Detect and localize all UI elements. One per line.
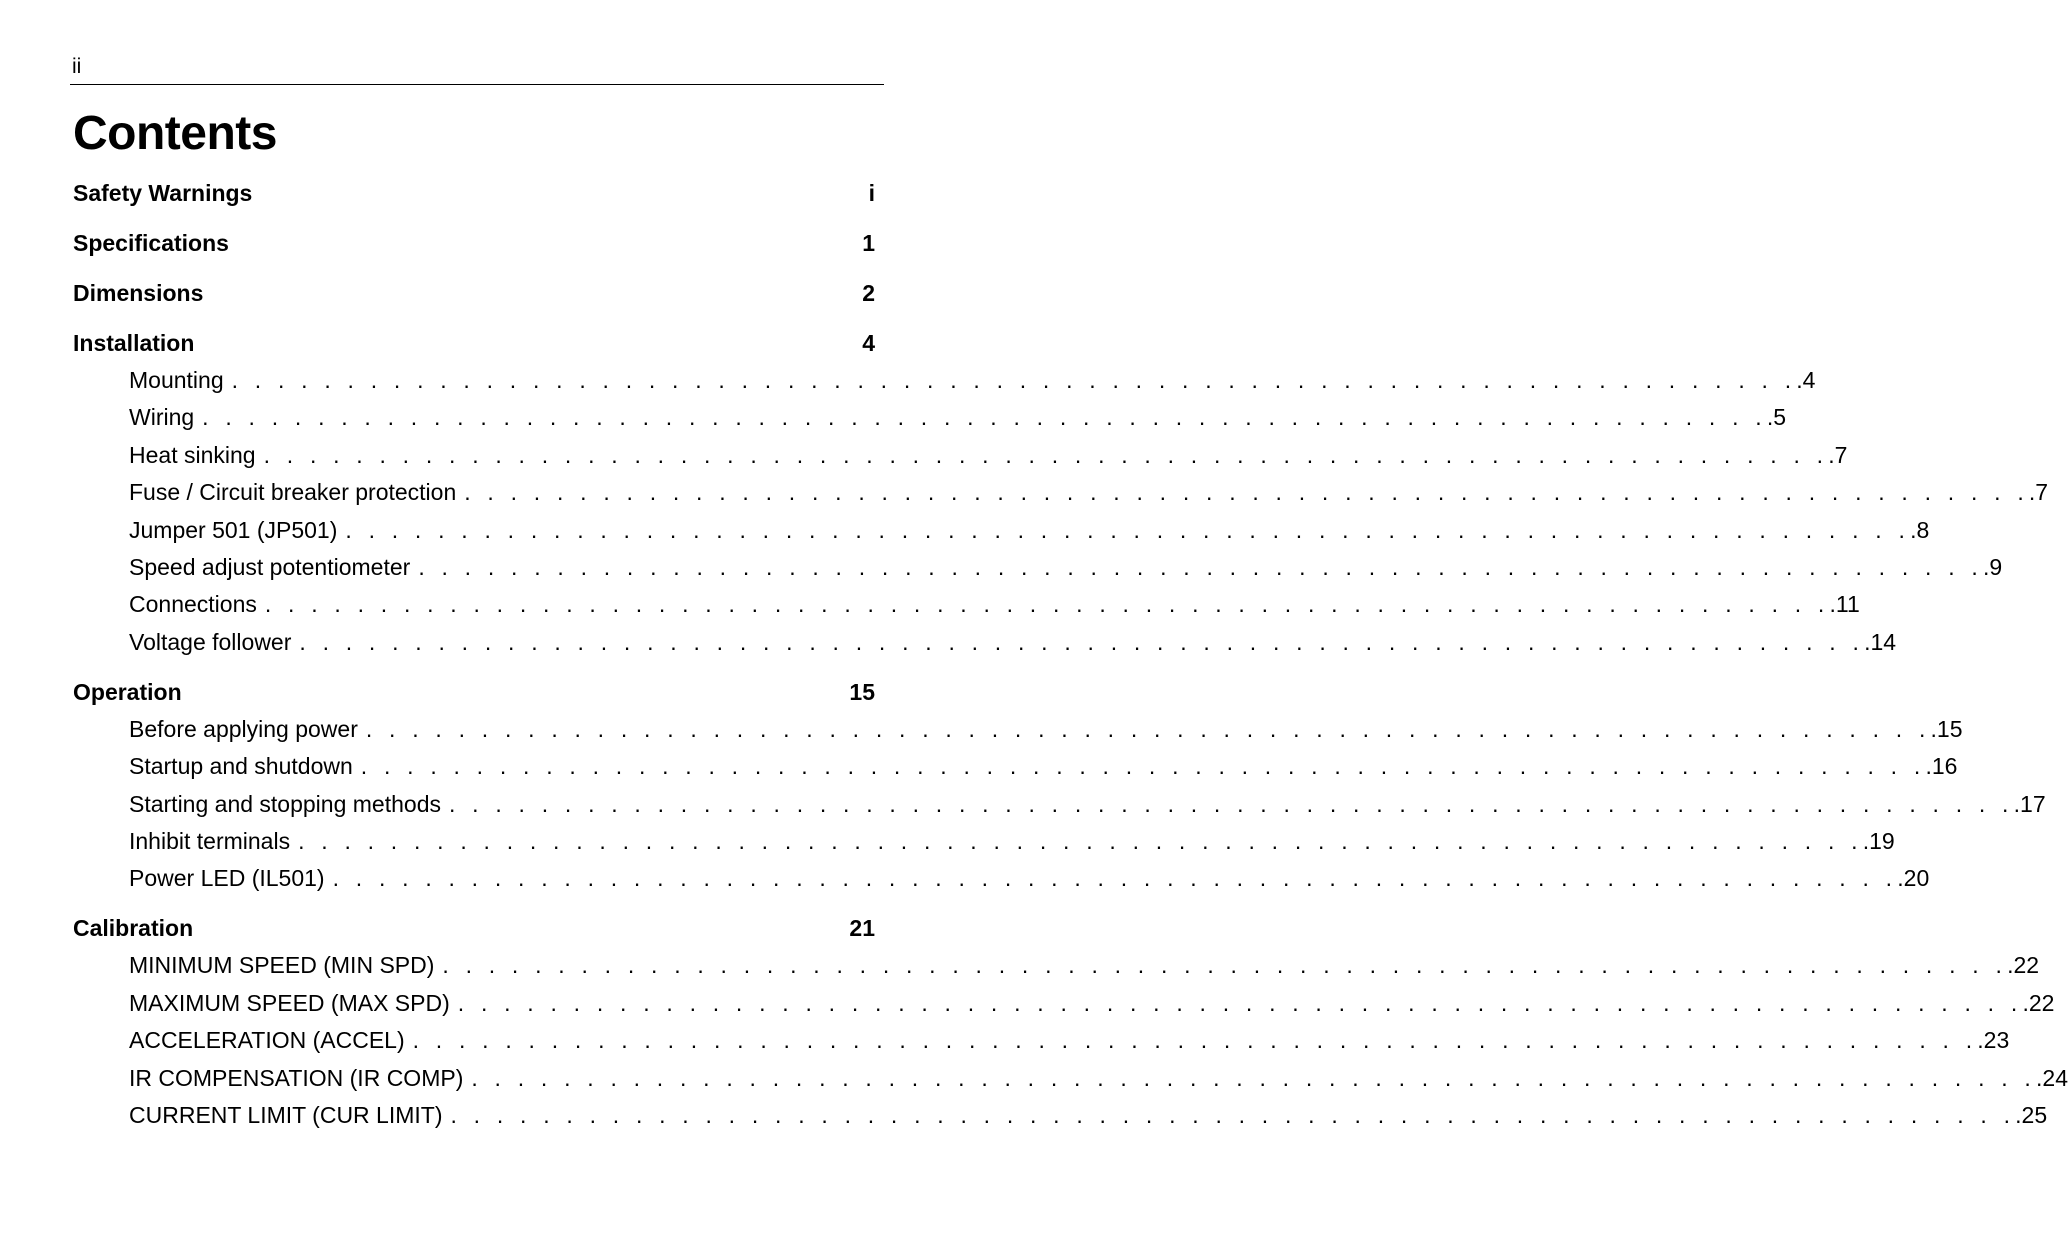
toc-entry-label: Before applying power (129, 715, 358, 742)
toc-entry[interactable] (129, 864, 1930, 892)
toc-entry-page: .17 (2013, 790, 2046, 817)
leader-dots: . . . . . . . . . . . . . . . . . . . . . . . . . . . . . . . . . . . . . . . . . . . . . . . . . . . . . . . . . . . . . . . . . . . . (299, 628, 1865, 655)
toc-section-page: i (868, 180, 875, 206)
toc-entry-page: .22 (2007, 952, 2040, 979)
toc-entry-label: Startup and shutdown (129, 753, 353, 780)
leader-dots: . . . . . . . . . . . . . . . . . . . . . . . . . . . . . . . . . . . . . . . . . . . . . . . . . . . . . . . . . . . . . . . . . . . . (202, 404, 1767, 431)
toc-entry-page: .4 (1796, 367, 1816, 393)
leader-dots: . . . . . . . . . . . . . . . . . . . . . . . . . . . . . . . . . . . . . . . . . . . . . . . . . . . . . . . . . . . . . . . . . . . . (231, 367, 1797, 393)
toc-section[interactable] (73, 229, 875, 257)
toc-entry[interactable] (129, 628, 1897, 656)
toc-section-page: 2 (862, 280, 875, 306)
leader-dots: . . . . . . . . . . . . . . . . . . . . . . . . . . . . . . . . . . . . . . . . . . . . . . . . . . . . . . . . . . . . . . . . . . . . (418, 554, 1983, 580)
toc-section[interactable] (73, 329, 875, 357)
toc-section[interactable] (73, 279, 875, 307)
toc-entry[interactable] (129, 989, 2055, 1017)
toc-entry-page: .24 (2036, 1064, 2068, 1091)
leader-dots: . . . . . . . . . . . . . . . . . . . . . . . . . . . . . . . . . . . . . . . . . . . . . . . . . . . . . . . . . . . . . . . . . . . . (298, 828, 1863, 854)
leader-dots: . . . . . . . . . . . . . . . . . . . . . . . . . . . . . . . . . . . . . . . . . . . . . . . . . . . . . . . . . . . . . . . . . . . . (450, 1102, 2016, 1128)
toc-entry[interactable] (129, 590, 1860, 618)
leader-dots: . . . . . . . . . . . . . . . . . . . . . . . . . . . . . . . . . . . . . . . . . . . . . . . . . . . . . . . . . . . . . . . . . . . . (365, 715, 1931, 742)
toc-entry-label: IR COMPENSATION (IR COMP) (129, 1064, 464, 1091)
toc-entry[interactable] (129, 1064, 2068, 1092)
toc-entry-label: Speed adjust potentiometer (129, 554, 411, 580)
toc-entry[interactable] (129, 1026, 2010, 1054)
toc-entry-label: Starting and stopping methods (129, 790, 441, 817)
toc-entry-label: MINIMUM SPEED (MIN SPD) (129, 952, 435, 979)
leader-dots: . . . . . . . . . . . . . . . . . . . . . . . . . . . . . . . . . . . . . . . . . . . . . . . . . . . . . . . . . . . . . . . . . . . . (442, 952, 2008, 979)
leader-dots: . . . . . . . . . . . . . . . . . . . . . . . . . . . . . . . . . . . . . . . . . . . . . . . . . . . . . . . . . . . . . . . . . . . . (360, 753, 1926, 780)
toc-entry-page: .23 (1977, 1027, 2010, 1054)
toc-entry-label: CURRENT LIMIT (CUR LIMIT) (129, 1102, 443, 1128)
leader-dots: . . . . . . . . . . . . . . . . . . . . . . . . . . . . . . . . . . . . . . . . . . . . . . . . . . . . . . . . . . . . . . . . . . . . (457, 989, 2023, 1016)
toc-entry[interactable] (129, 715, 1963, 743)
leader-dots: . . . . . . . . . . . . . . . . . . . . . . . . . . . . . . . . . . . . . . . . . . . . . . . . . . . . . . . . . . . . . . . . . . . . (471, 1064, 2037, 1091)
toc-entry-page: .7 (2028, 479, 2049, 506)
toc-entry-page: .9 (1982, 554, 2003, 580)
toc-entry-label: MAXIMUM SPEED (MAX SPD) (129, 989, 450, 1016)
toc-entry-label: Fuse / Circuit breaker protection (129, 479, 457, 506)
toc-entry[interactable] (129, 827, 1895, 855)
toc-entry-page: .16 (1925, 753, 1958, 780)
toc-entry-label: Jumper 501 (JP501) (129, 516, 338, 543)
toc-entry-page: .8 (1910, 516, 1930, 543)
toc-entry[interactable] (129, 553, 2003, 581)
toc-entry-label: ACCELERATION (ACCEL) (129, 1027, 405, 1054)
toc-entry-page: .22 (2022, 989, 2055, 1016)
toc-entry[interactable] (129, 1101, 2048, 1129)
leader-dots: . . . . . . . . . . . . . . . . . . . . . . . . . . . . . . . . . . . . . . . . . . . . . . . . . . . . . . . . . . . . . . . . . . . . (263, 441, 1829, 468)
toc-entry[interactable] (129, 403, 1787, 431)
toc-section[interactable] (73, 914, 875, 942)
toc-entry-label: Heat sinking (129, 441, 256, 468)
toc-entry[interactable] (129, 752, 1958, 780)
leader-dots: . . . . . . . . . . . . . . . . . . . . . . . . . . . . . . . . . . . . . . . . . . . . . . . . . . . . . . . . . . . . . . . . . . . . (345, 516, 1911, 543)
toc-entry-page: .11 (1829, 591, 1860, 618)
toc-entry[interactable] (129, 441, 1848, 469)
toc-entry[interactable] (129, 478, 2049, 506)
toc-entry-page: .20 (1897, 865, 1930, 892)
toc-entry-page: .19 (1862, 828, 1895, 854)
leader-dots: . . . . . . . . . . . . . . . . . . . . . . . . . . . . . . . . . . . . . . . . . . . . . . . . . . . . . . . . . . . . . . . . . . . . (412, 1027, 1978, 1054)
toc-entry-page: .15 (1930, 715, 1963, 742)
leader-dots: . . . . . . . . . . . . . . . . . . . . . . . . . . . . . . . . . . . . . . . . . . . . . . . . . . . . . . . . . . . . . . . . . . . . (448, 790, 2014, 817)
toc-entry-page: .5 (1766, 404, 1787, 431)
toc-section-title: Specifications (73, 230, 229, 256)
toc-entry[interactable] (129, 951, 2040, 979)
toc-entry-page: .7 (1828, 441, 1848, 468)
toc-entry-label: Voltage follower (129, 628, 292, 655)
toc-section[interactable] (73, 179, 875, 207)
toc-section-title: Safety Warnings (73, 180, 253, 206)
toc-entry[interactable] (129, 790, 2046, 818)
toc-entry[interactable] (129, 366, 1816, 394)
toc-entry-page: .25 (2015, 1102, 2048, 1128)
toc-entry-label: Mounting (129, 367, 224, 393)
leader-dots: . . . . . . . . . . . . . . . . . . . . . . . . . . . . . . . . . . . . . . . . . . . . . . . . . . . . . . . . . . . . . . . . . . . . (332, 865, 1898, 892)
toc-section[interactable] (73, 678, 875, 706)
page-number: ii (72, 55, 82, 78)
toc-entry[interactable] (129, 516, 1930, 544)
toc-section-page: 4 (862, 330, 875, 356)
toc-section-title: Calibration (73, 915, 194, 942)
leader-dots: . . . . . . . . . . . . . . . . . . . . . . . . . . . . . . . . . . . . . . . . . . . . . . . . . . . . . . . . . . . . . . . . . . . . (264, 591, 1830, 618)
toc-section-title: Dimensions (73, 280, 204, 306)
toc-entry-label: Power LED (IL501) (129, 865, 325, 892)
toc-entry-page: .14 (1864, 628, 1897, 655)
toc-section-title: Operation (73, 678, 182, 705)
toc-section-page: 1 (862, 230, 875, 256)
toc-section-page: 21 (849, 915, 875, 942)
toc-entry-label: Connections (129, 591, 257, 618)
leader-dots: . . . . . . . . . . . . . . . . . . . . . . . . . . . . . . . . . . . . . . . . . . . . . . . . . . . . . . . . . . . . . . . . . . . . (464, 479, 2029, 506)
toc-section-title: Installation (73, 330, 195, 356)
toc-entry-label: Inhibit terminals (129, 828, 291, 854)
toc-entry-label: Wiring (129, 404, 195, 431)
page-title: Contents (73, 107, 277, 160)
toc-section-page: 15 (849, 678, 875, 705)
